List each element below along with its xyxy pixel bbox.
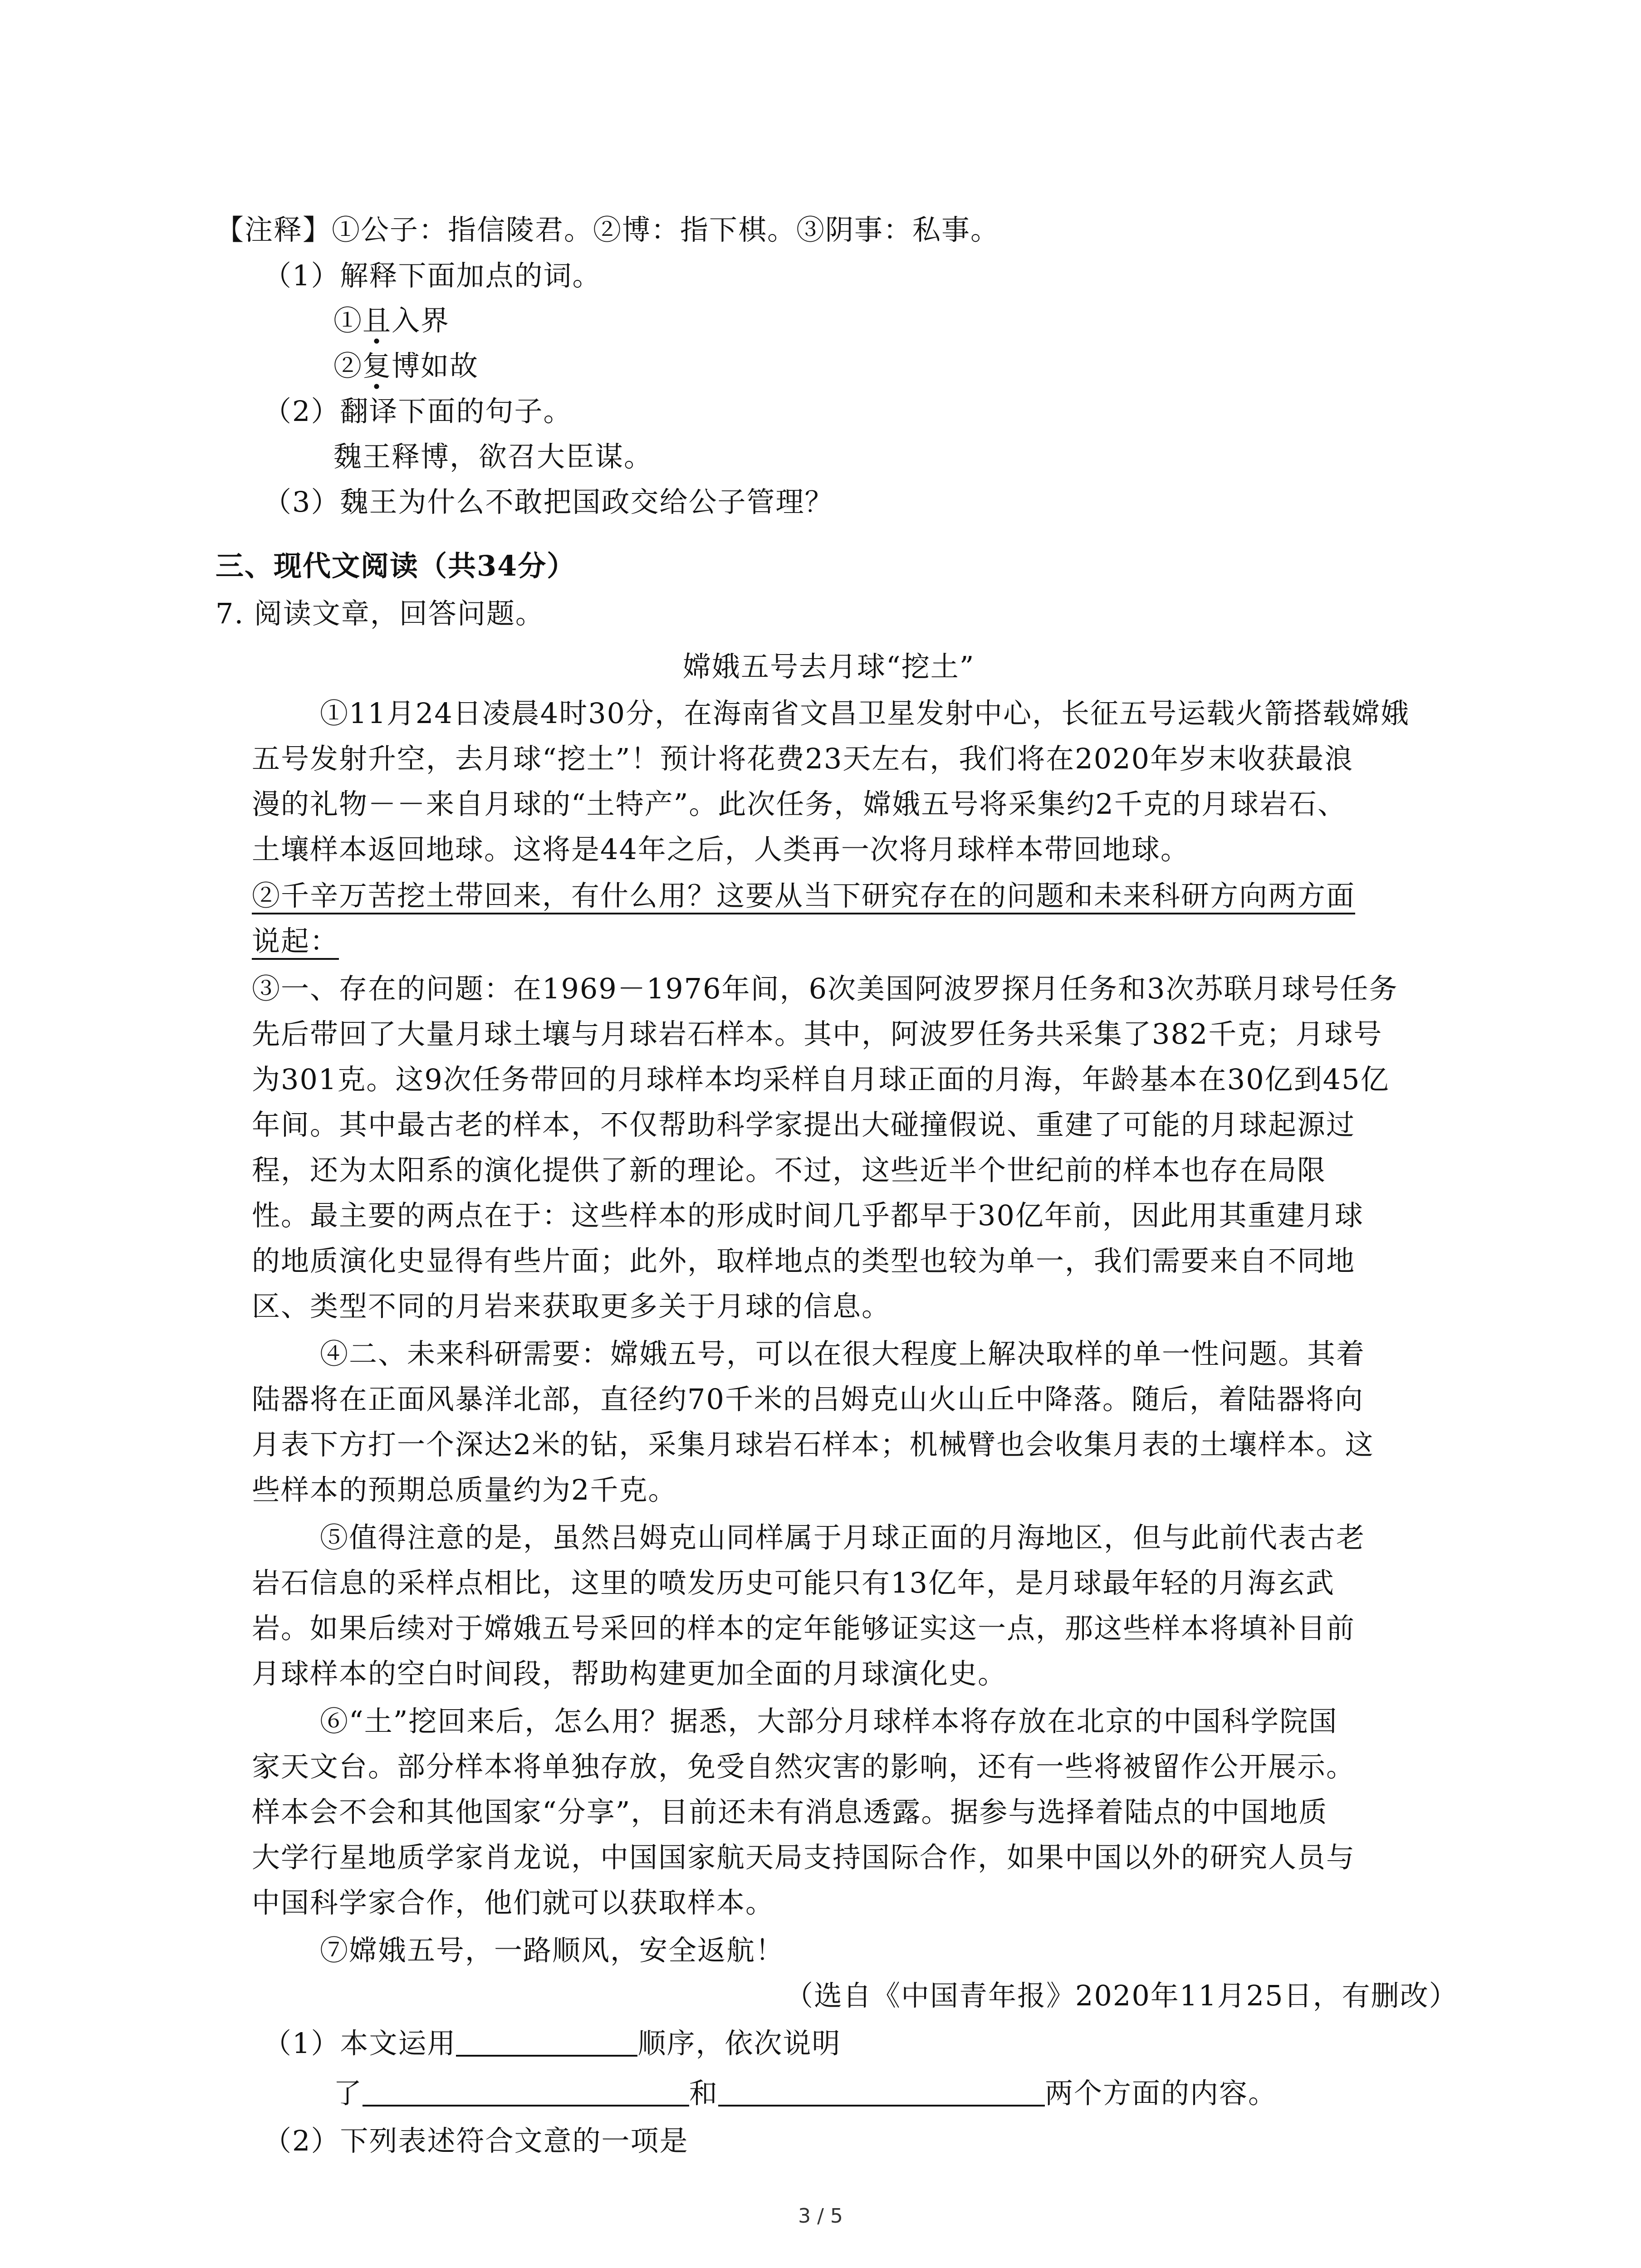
p4-line: 陆器将在正面风暴洋北部，直径约70千米的吕姆克山火山丘中降落。随后，着陆器将向 xyxy=(252,1383,1364,1416)
q1-item1: ①且入界 xyxy=(333,304,450,337)
q2-label: （2）翻译下面的句子。 xyxy=(263,395,573,428)
p6-line: 大学行星地质学家肖龙说，中国国家航天局支持国际合作，如果中国以外的研究人员与 xyxy=(252,1841,1356,1874)
p6-line: 家天文台。部分样本将单独存放，免受自然灾害的影响，还有一些将被留作公开展示。 xyxy=(252,1750,1356,1783)
p4-line: 些样本的预期总质量约为2千克。 xyxy=(252,1473,677,1506)
q3-label: （3）魏王为什么不敢把国政交给公子管理？ xyxy=(263,485,834,518)
q1-item2: ②复博如故 xyxy=(333,349,479,382)
p4-line: 月表下方打一个深达2米的钻，采集月球岩石样本；机械臂也会收集月表的土壤样本。这 xyxy=(252,1428,1374,1461)
p1-line: 漫的礼物－－来自月球的“土特产”。此次任务，嫦娥五号将采集约2千克的月球岩石、 xyxy=(252,787,1347,821)
dotted-word: 且 xyxy=(362,304,392,337)
subq2-line: （2）下列表述符合文意的一项是 xyxy=(263,2124,689,2157)
p6-line: 样本会不会和其他国家“分享”，目前还未有消息透露。据参与选择着陆点的中国地质 xyxy=(252,1795,1328,1828)
p3-line: ③一、存在的问题：在1969－1976年间，6次美国阿波罗探月任务和3次苏联月球号任务 xyxy=(252,972,1398,1005)
q1-label: （1）解释下面加点的词。 xyxy=(263,259,602,292)
p3-line: 为301克。这9次任务带回的月球样本均采样自月球正面的月海，年龄基本在30亿到45亿 xyxy=(252,1063,1390,1096)
p3-line: 的地质演化史显得有些片面；此外，取样地点的类型也较为单一，我们需要来自不同地 xyxy=(252,1244,1356,1277)
article-source: （选自《中国青年报》2020年11月25日，有删改） xyxy=(785,1979,1458,2012)
article-title: 嫦娥五号去月球“挖土” xyxy=(683,650,975,683)
p3-line: 性。最主要的两点在于：这些样本的形成时间几乎都早于30亿年前，因此用其重建月球 xyxy=(252,1199,1364,1232)
p3-line: 区、类型不同的月岩来获取更多关于月球的信息。 xyxy=(252,1290,891,1323)
page-number: 3 / 5 xyxy=(798,2204,843,2228)
answer-blank[interactable] xyxy=(718,2077,1045,2107)
p6-line: 中国科学家合作，他们就可以获取样本。 xyxy=(252,1886,775,1919)
question7-label: 7. 阅读文章，回答问题。 xyxy=(216,597,544,630)
p3-line: 年间。其中最古老的样本，不仅帮助科学家提出大碰撞假说、重建了可能的月球起源过 xyxy=(252,1108,1356,1141)
p6-line: ⑥“土”挖回来后，怎么用？据悉，大部分月球样本将存放在北京的中国科学院国 xyxy=(320,1705,1338,1738)
p5-line: 月球样本的空白时间段，帮助构建更加全面的月球演化史。 xyxy=(252,1657,1007,1690)
p4-line: ④二、未来科研需要：嫦娥五号，可以在很大程度上解决取样的单一性问题。其着 xyxy=(320,1337,1366,1370)
p5-line: 岩石信息的采样点相比，这里的喷发历史可能只有13亿年，是月球最年轻的月海玄武 xyxy=(252,1566,1335,1599)
p5-line: 岩。如果后续对于嫦娥五号采回的样本的定年能够证实这一点，那这些样本将填补目前 xyxy=(252,1612,1356,1645)
answer-blank[interactable] xyxy=(456,2027,637,2057)
p1-line: 土壤样本返回地球。这将是44年之后，人类再一次将月球样本带回地球。 xyxy=(252,833,1190,866)
dotted-word: 复 xyxy=(362,349,392,382)
p2-line: ②千辛万苦挖土带回来，有什么用？这要从当下研究存在的问题和未来科研方向两方面 xyxy=(252,879,1356,912)
p3-line: 先后带回了大量月球土壤与月球岩石样本。其中，阿波罗任务共采集了382千克；月球号 xyxy=(252,1017,1383,1051)
subq1-line2: 了 和 两个方面的内容。 xyxy=(333,2077,1278,2110)
p1-line: 五号发射升空，去月球“挖土”！预计将花费23天左右，我们将在2020年岁末收获最浪 xyxy=(252,742,1354,775)
notes-line: 【注释】①公子：指信陵君。②博：指下棋。③阴事：私事。 xyxy=(216,213,1000,246)
section-title: 三、现代文阅读（共34分） xyxy=(216,549,576,582)
p2-line: 说起： xyxy=(252,924,339,958)
p1-line: ①11月24日凌晨4时30分，在海南省文昌卫星发射中心，长征五号运载火箭搭载嫦娥 xyxy=(320,697,1410,730)
p7-line: ⑦嫦娥五号，一路顺风，安全返航！ xyxy=(320,1934,785,1967)
subq1-line1: （1）本文运用 顺序，依次说明 xyxy=(263,2027,841,2060)
p5-line: ⑤值得注意的是，虽然吕姆克山同样属于月球正面的月海地区，但与此前代表古老 xyxy=(320,1521,1366,1554)
q2-sentence: 魏王释博，欲召大臣谋。 xyxy=(333,440,653,473)
answer-blank[interactable] xyxy=(362,2077,689,2107)
p3-line: 程，还为太阳系的演化提供了新的理论。不过，这些近半个世纪前的样本也存在局限 xyxy=(252,1154,1327,1187)
